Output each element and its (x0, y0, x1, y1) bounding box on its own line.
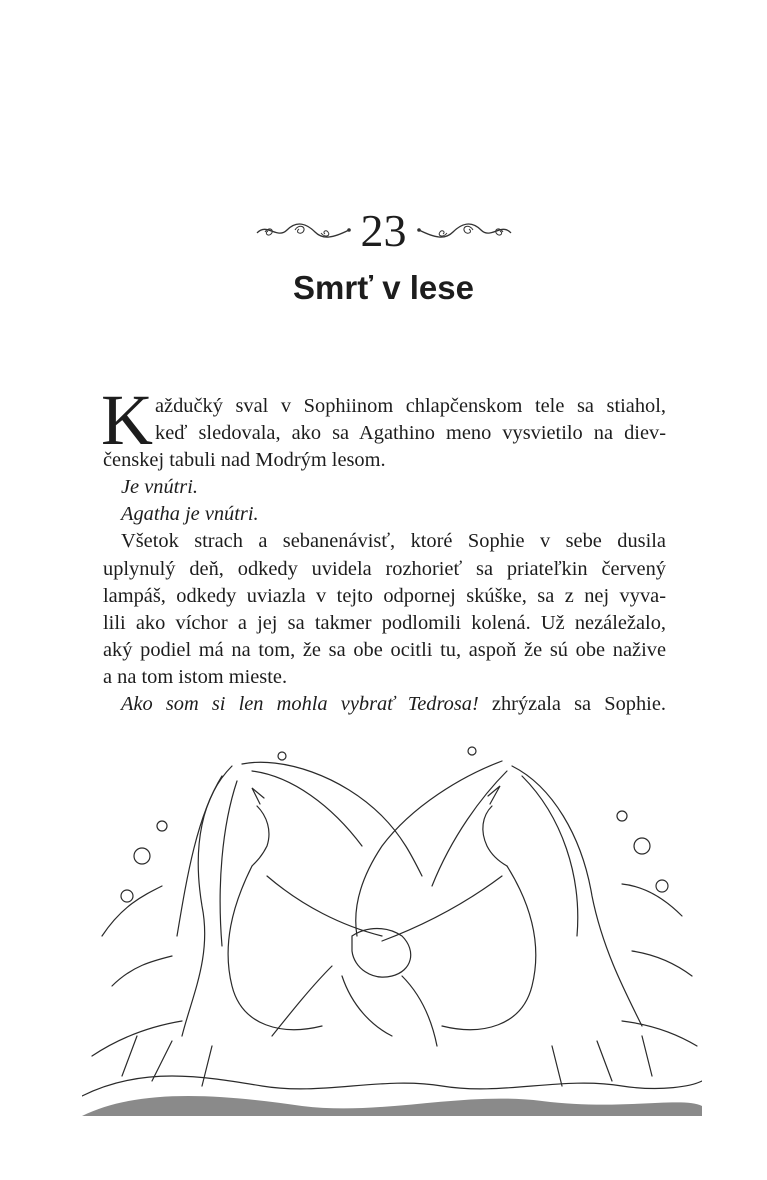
text-line: lampáš, odkedy uviazla v tejto odpornej skúške, sa z nej vyva- (103, 584, 666, 607)
chapter-body-text (101, 380, 666, 718)
chapter-number: 23 (360, 205, 407, 256)
text-line: čenskej tabuli nad Modrým lesom. (103, 449, 386, 472)
text-line: Všetok strach a sebanenávisť, ktoré Sophie v sebe dusila (121, 530, 666, 553)
text-line: a na tom istom mieste. (103, 665, 288, 688)
italic-phrase: Ako som si len mohla vybrať Tedrosa! (121, 693, 479, 716)
drop-cap: K (101, 380, 153, 460)
text-line: lili ako víchor a jej sa takmer podlomili kolená. Už nezáležalo, (103, 611, 666, 634)
chapter-title: Smrť v lese (293, 269, 474, 306)
text-line: Agatha je vnútri. (121, 503, 259, 526)
text-line: Je vnútri. (121, 476, 199, 499)
text-line: aký podiel má na tom, že sa obe ocitli tu, aspoň že sú obe nažive (103, 638, 666, 661)
text-line: uplynulý deň, odkedy uvidela rozhorieť sa priateľkin červený (103, 557, 666, 580)
forest-nymphs-illustration (82, 736, 702, 1116)
text-line: aždučký sval v Sophiinom chlapčenskom tele sa stiahol, (155, 395, 666, 417)
text-line: keď sledovala, ako sa Agathino meno vysvietilo na diev- (155, 422, 666, 445)
text-fragment: zhrýzala sa Sophie. (478, 693, 666, 716)
chapter-heading (0, 206, 767, 256)
left-flourish-icon (255, 218, 351, 244)
text-line-last (103, 691, 666, 718)
right-flourish-icon (417, 218, 513, 244)
